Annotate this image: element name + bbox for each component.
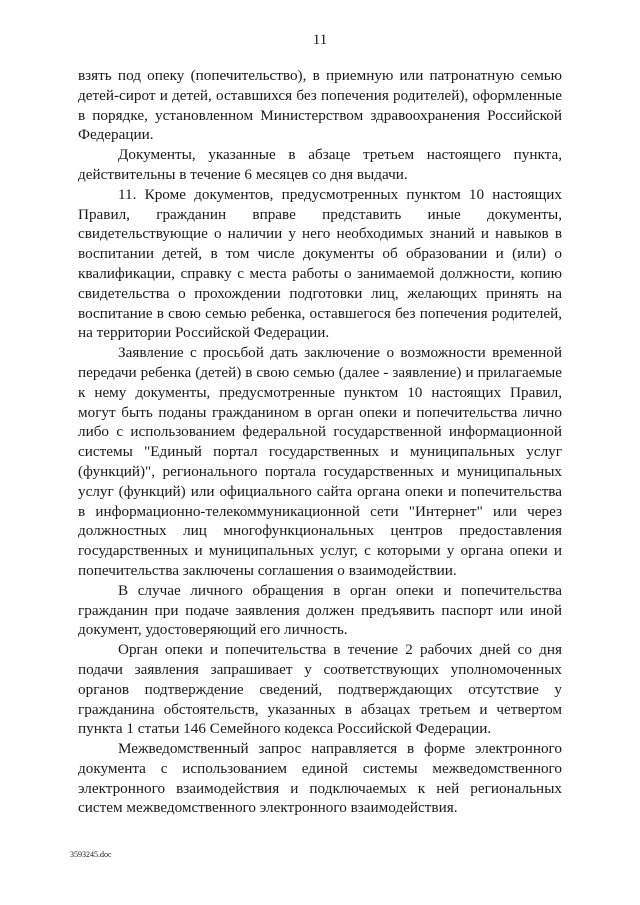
paragraph-interagency: Межведомственный запрос направляется в форме электронного документа с использованием единой системы межведомственного электронного взаимодействия и подключаемых к ней региональных систем межведомственного электронного взаимодействия. [78, 740, 562, 817]
footer-doc-code: 3593245.doc [70, 850, 112, 859]
paragraph-continuation: взять под опеку (попечительство), в приемную или патронатную семью детей-сирот и детей, оставшихся без попечения родителей), оформленные в порядке, установленном Министерством здравоохранения Российской Федерации. [78, 67, 562, 144]
paragraph-application: Заявление с просьбой дать заключение о возможности временной передачи ребенка (детей) в свою семью (далее - заявление) и прилагаемые к нему документы, предусмотренные пунктом 10 настоящих Правил, могут быть поданы гражданином в орган опеки и попечительства лично либо с использованием федеральной государственной информационной системы "Единый портал государственных и муниципальных услуг (функций)", регионального портала государственных и муниципальных услуг (функций) или официального сайта органа опеки и попечительства в информационно-телекоммуникационной сети "Интернет" или через должностных лиц многофункциональных центров предоставления государственных и муниципальных услуг, с которыми у органа опеки и попечительства заключены соглашения о взаимодействии. [78, 344, 562, 579]
page-number: 11 [312, 32, 328, 48]
paragraph-item-11: 11. Кроме документов, предусмотренных пунктом 10 настоящих Правил, гражданин вправе представить иные документы, свидетельствующие о наличии у него необходимых знаний и навыков в воспитании детей, в том числе документы об образовании и (или) о квалификации, справку с места работы о занимаемой должности, копию свидетельства о прохождении подготовки лиц, желающих принять на воспитание в свою семью ребенка, оставшегося без попечения родителей, на территории Российской Федерации. [78, 185, 562, 342]
paragraph-request: Орган опеки и попечительства в течение 2 рабочих дней со дня подачи заявления запрашивает у соответствующих уполномоченных органов подтверждение сведений, подтверждающих отсутствие у гражданина обстоятельств, указанных в абзацах третьем и четвертом пункта 1 статьи 146 Семейного кодекса Российской Федерации. [78, 641, 562, 738]
document-body [78, 66, 562, 818]
paragraph-validity: Документы, указанные в абзаце третьем настоящего пункта, действительны в течение 6 месяцев со дня выдачи. [78, 146, 562, 183]
paragraph-personal-visit: В случае личного обращения в орган опеки и попечительства гражданин при подаче заявления должен предъявить паспорт или иной документ, удостоверяющий его личность. [78, 581, 562, 639]
